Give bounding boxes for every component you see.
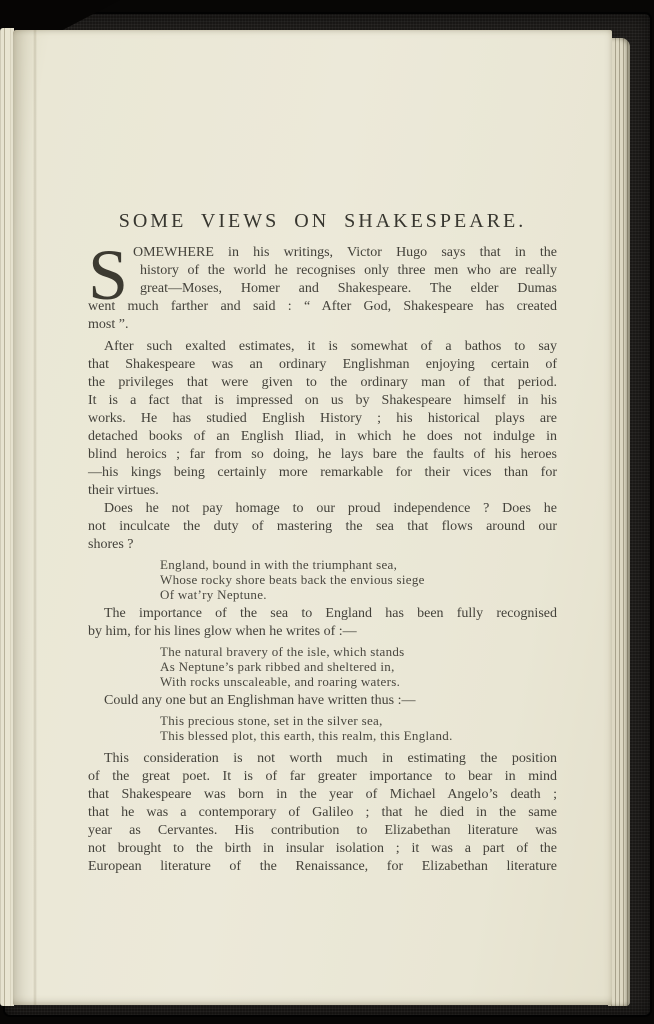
quote-line: This precious stone, set in the silver sea, <box>160 713 383 728</box>
text-line: the privileges that were given to the ordinary man of that period. <box>88 375 557 390</box>
verse-quote <box>160 644 557 689</box>
text-line: great—Moses, Homer and Shakespeare. The elder Dumas <box>140 281 557 296</box>
drop-cap: S <box>88 235 129 315</box>
text-line: most ”. <box>88 317 129 332</box>
text-line: their virtues. <box>88 483 159 498</box>
text-line: OMEWHERE in his writings, Victor Hugo says that in the <box>133 245 557 260</box>
quote-line: Of wat’ry Neptune. <box>160 587 267 602</box>
text-line: that Shakespeare was an ordinary Englishman enjoying certain of <box>88 357 557 372</box>
text-line: Does he not pay homage to our proud independence ? Does he <box>104 501 557 516</box>
text-line: that he was a contemporary of Galileo ; that he died in the same <box>88 805 557 820</box>
page-title: SOME VIEWS ON SHAKESPEARE. <box>118 210 527 232</box>
page-crease <box>33 30 37 1005</box>
text-line: detached books of an English Iliad, in which he does not indulge in <box>88 429 557 444</box>
verse-quote <box>160 557 557 602</box>
paragraph <box>88 750 557 876</box>
page-edges-left <box>0 28 14 1006</box>
text-line: European literature of the Renaissance, for Elizabethan literature <box>88 859 557 874</box>
text-line: not brought to the birth in insular isolation ; it was a part of the <box>88 841 557 856</box>
text-line: This consideration is not worth much in estimating the position <box>104 751 557 766</box>
text-line: year as Cervantes. His contribution to Elizabethan literature was <box>88 823 557 838</box>
paragraph <box>88 338 557 500</box>
text-line: Could any one but an Englishman have written thus :— <box>104 693 416 708</box>
text-line: works. He has studied English History ; his historical plays are <box>88 411 557 426</box>
text-line: shores ? <box>88 537 134 552</box>
text-line: It is a fact that is impressed on us by Shakespeare himself in his <box>88 393 557 408</box>
text-line: history of the world he recognises only three men who are really <box>140 263 557 278</box>
text-line: that Shakespeare was born in the year of Michael Angelo’s death ; <box>88 787 557 802</box>
quote-line: The natural bravery of the isle, which stands <box>160 644 405 659</box>
paragraph-opening <box>88 235 557 334</box>
text-line: went much farther and said : “ After God, Shakespeare has created <box>88 299 557 314</box>
verse-quote <box>160 713 557 743</box>
text-line: —his kings being certainly more remarkable for their vices than for <box>88 465 557 480</box>
paragraph <box>88 500 557 554</box>
page-text <box>88 209 557 876</box>
quote-line: This blessed plot, this earth, this realm, this England. <box>160 728 453 743</box>
text-line: blind heroics ; far from so doing, he lays bare the faults of his heroes <box>88 447 557 462</box>
quote-line: With rocks unscaleable, and roaring waters. <box>160 674 401 689</box>
text-line: After such exalted estimates, it is somewhat of a bathos to say <box>104 339 557 354</box>
quote-line: England, bound in with the triumphant sea, <box>160 557 398 572</box>
text-line: The importance of the sea to England has been fully recognised <box>104 606 557 621</box>
quote-line: Whose rocky shore beats back the envious siege <box>160 572 425 587</box>
text-line: not inculcate the duty of mastering the sea that flows around our <box>88 519 557 534</box>
quote-line: As Neptune’s park ribbed and sheltered in, <box>160 659 395 674</box>
paragraph <box>88 605 557 641</box>
book-page <box>13 30 612 1005</box>
paragraph <box>88 692 557 710</box>
text-line: by him, for his lines glow when he writes of :— <box>88 624 357 639</box>
text-line: of the great poet. It is of far greater importance to bear in mind <box>88 769 557 784</box>
